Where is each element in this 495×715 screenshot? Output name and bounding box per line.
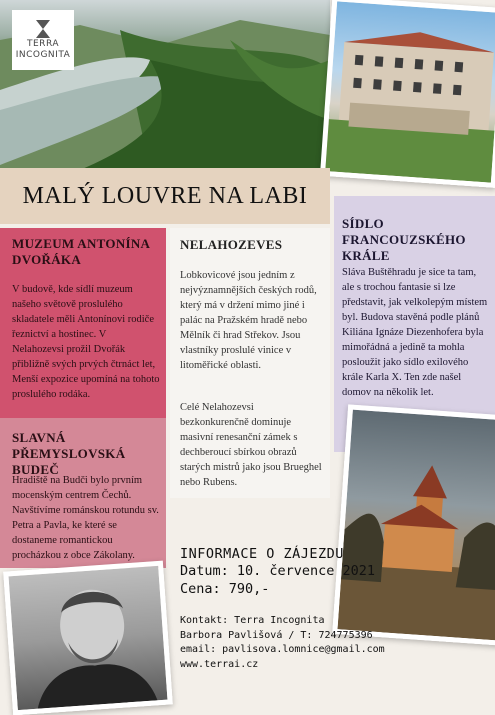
castle-illustration — [325, 1, 495, 182]
contact-block — [180, 614, 410, 672]
museum-text: V budově, kde sídlí muzeum našeho světově proslulého skladatele měli Antonínovi rodiče řeznictví a hostinec. V Nelahozevsi prožil Dvořák přibližně svých prvých čtrnáct let, Menší expozice upomíná na tohoto proslulého rodáka. — [12, 284, 160, 400]
hourglass-icon — [34, 19, 52, 39]
sidlo-text: Sláva Buštěhradu je sice ta tam, ale s trochou fantasie si lze představit, jak velkolepým místem byl. Budova stavěná podle plánů Kiliána Ignáze Diezenhofera byla mimořádná a jedině ta mohla posloužit jako sídlo exilového krále Karla X. Ten zde našel domov na několik let. — [342, 267, 488, 398]
nelahozeves-heading: NELAHOZEVES — [180, 237, 283, 252]
contact-label: Kontakt: Terra Incognita — [180, 615, 325, 626]
portrait-illustration — [9, 566, 168, 710]
contact-email[interactable]: email: pavlisova.lomnice@gmail.com — [180, 644, 385, 655]
page-title: MALÝ LOUVRE NA LABI — [22, 182, 308, 209]
nelahozeves-text-1: Lobkovicové jsou jedním z nejvýznamnějších českých rodů, který má v držení mimo jiné i palác na Pražském hradě nebo Mělník či hrad Střekov. Jsou vlastníky proslulé vinice v litoměřické oblasti. — [180, 270, 317, 371]
logo-line1: TERRA — [27, 39, 59, 49]
church-illustration — [338, 410, 495, 641]
title-banner — [0, 168, 330, 224]
contact-website[interactable]: www.terrai.cz — [180, 658, 259, 670]
contact-person: Barbora Pavlišová / T: 724775396 — [180, 629, 373, 641]
church-photo — [332, 404, 495, 645]
info-title: INFORMACE O ZÁJEZDU — [180, 546, 344, 562]
museum-heading: MUZEUM ANTONÍNA DVOŘÁKA — [12, 236, 150, 267]
dvorak-portrait-photo — [3, 561, 173, 715]
terra-incognita-logo — [12, 10, 74, 70]
budec-text: Hradiště na Budči bylo prvním mocenským centrem Čechů. Navštívíme románskou rotundu sv. Petra a Pavla, ke které se dostaneme romantickou procházkou z obce Zákolany. — [12, 475, 159, 561]
info-price: Cena: 790,- — [180, 581, 270, 597]
budec-heading: SLAVNÁ PŘEMYSLOVSKÁ BUDEČ — [12, 430, 126, 477]
nelahozeves-text-2: Celé Nelahozevsi bezkonkurenčně dominuje masivní renesanční zámek s dechberoucí sbírkou obrazů starých mistrů jako jsou Brueghel nebo Rubens. — [180, 402, 322, 488]
logo-line2: INCOGNITA — [15, 50, 71, 60]
castle-photo — [320, 0, 495, 188]
sidlo-heading: SÍDLO FRANCOUZSKÉHO KRÁLE — [342, 216, 466, 263]
info-date: Datum: 10. července 2021 — [180, 563, 376, 579]
